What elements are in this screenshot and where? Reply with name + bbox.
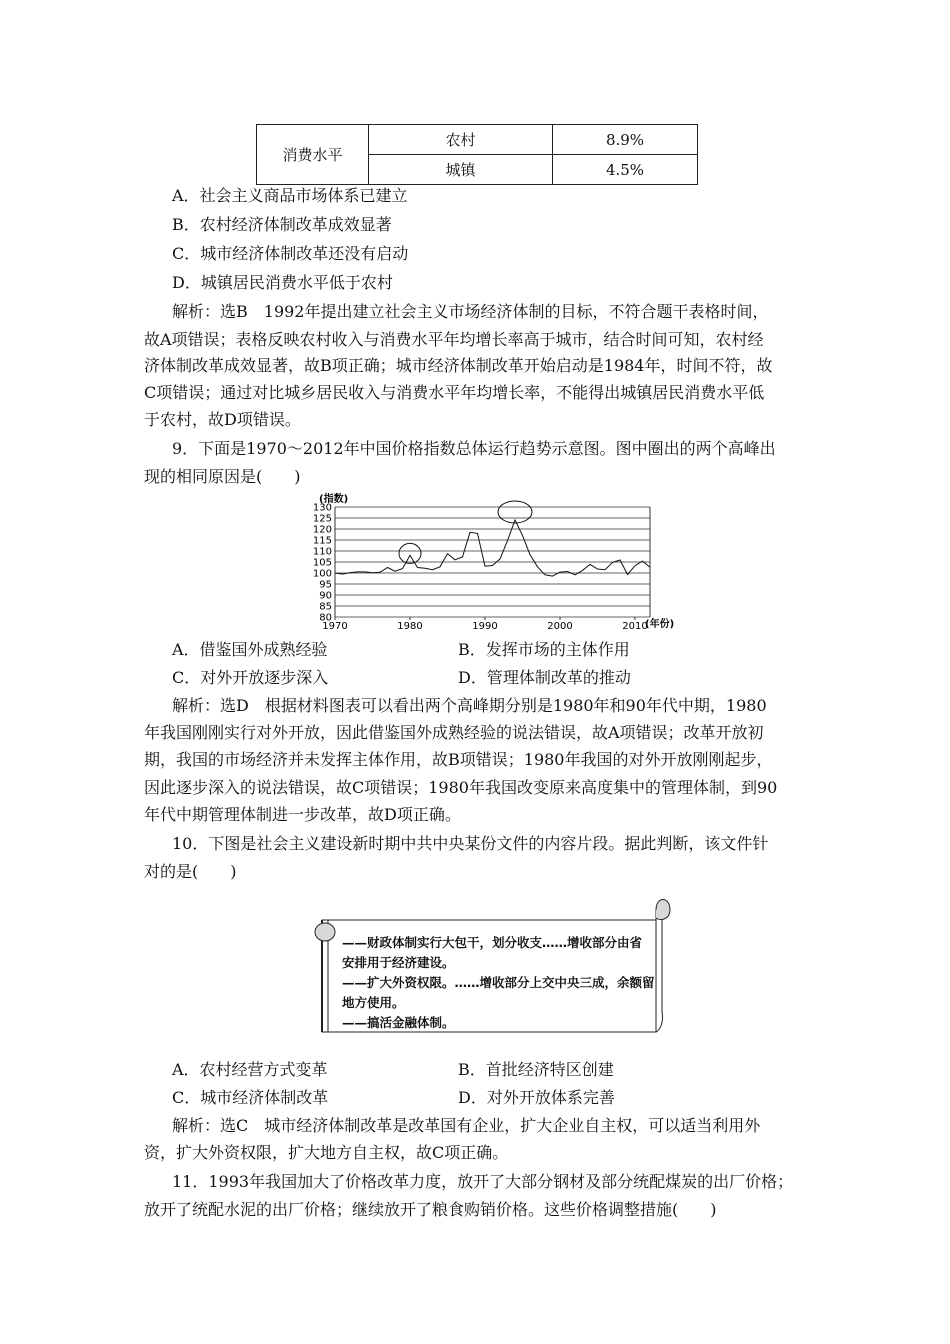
analysis-line: 年我国刚刚实行对外开放，因此借鉴国外成熟经验的说法错误，故A项错误；改革开放初 bbox=[144, 723, 764, 742]
question-stem: 9．下面是1970～2012年中国价格指数总体运行趋势示意图。图中圈出的两个高峰出 bbox=[172, 439, 776, 458]
option-b: B．首批经济特区创建 bbox=[458, 1060, 614, 1079]
table-row-label: 消费水平 bbox=[257, 125, 369, 185]
analysis-line: 解析：选B 1992年提出建立社会主义市场经济体制的目标，不符合题干表格时间， bbox=[172, 302, 769, 321]
peak-circle bbox=[399, 543, 421, 563]
question-stem: 放开了统配水泥的出厂价格；继续放开了粮食购销价格。这些价格调整措施( ) bbox=[144, 1200, 717, 1219]
x-tick-label: 1990 bbox=[472, 621, 498, 630]
analysis-line: 年代中期管理体制进一步改革，故D项正确。 bbox=[144, 805, 461, 824]
y-tick-label: 120 bbox=[312, 524, 332, 536]
option-c: C．对外开放逐步深入 bbox=[172, 668, 329, 687]
scroll-line: ——扩大外资权限。……增收部分上交中央三成，余额留 bbox=[342, 975, 655, 990]
option-a: A．农村经营方式变革 bbox=[172, 1060, 328, 1079]
table-cell-area: 农村 bbox=[369, 125, 553, 155]
question-stem: 11．1993年我国加大了价格改革力度，放开了大部分钢材及部分统配煤炭的出厂价格； bbox=[172, 1172, 794, 1191]
option-a: A．社会主义商品市场体系已建立 bbox=[172, 186, 408, 205]
analysis-line: 济体制改革成效显著，故B项正确；城市经济体制改革开始启动是1984年，时间不符，故 bbox=[144, 356, 773, 375]
analysis-line: 资，扩大外资权限，扩大地方自主权，故C项正确。 bbox=[144, 1143, 509, 1162]
option-d: D．对外开放体系完善 bbox=[458, 1088, 615, 1107]
question-stem: 现的相同原因是( ) bbox=[144, 467, 301, 486]
y-tick-label: 90 bbox=[319, 590, 332, 602]
x-tick-label: 1970 bbox=[322, 621, 348, 630]
analysis-line: 因此逐步深入的说法错误，故C项错误；1980年我国改变原来高度集中的管理体制，到90 bbox=[144, 778, 778, 797]
y-tick-label: 95 bbox=[319, 579, 332, 591]
analysis-line: 解析：选D 根据材料图表可以看出两个高峰期分别是1980年和90年代中期，1980 bbox=[172, 696, 767, 715]
y-tick-label: 105 bbox=[312, 557, 332, 569]
analysis-line: 期，我国的市场经济并未发挥主体作用，故B项错误；1980年我国的对外开放刚刚起步， bbox=[144, 750, 773, 769]
y-tick-label: 100 bbox=[312, 568, 332, 580]
option-a: A．借鉴国外成熟经验 bbox=[172, 640, 328, 659]
scroll-line: ——搞活金融体制。 bbox=[342, 1015, 455, 1030]
analysis-line: 解析：选C 城市经济体制改革是改革国有企业，扩大企业自主权，可以适当利用外 bbox=[172, 1116, 761, 1135]
analysis-line: 于农村，故D项错误。 bbox=[144, 410, 301, 429]
peak-circles bbox=[399, 501, 532, 563]
x-tick-label: 2010 bbox=[622, 621, 648, 630]
table-cell-area: 城镇 bbox=[369, 155, 553, 185]
analysis-line: C项错误；通过对比城乡居民收入与消费水平年均增长率，不能得出城镇居民消费水平低 bbox=[144, 383, 765, 402]
table-cell-value: 8.9% bbox=[553, 125, 698, 155]
y-tick-label: 115 bbox=[312, 535, 332, 547]
y-tick-label: 85 bbox=[319, 601, 332, 613]
option-c: C．城市经济体制改革还没有启动 bbox=[172, 244, 409, 263]
scroll-line: 安排用于经济建设。 bbox=[342, 955, 455, 970]
x-tick-label: 2000 bbox=[547, 621, 573, 630]
y-tick-label: 80 bbox=[319, 612, 332, 624]
y-tick-label: 110 bbox=[312, 546, 332, 558]
question-stem: 对的是( ) bbox=[144, 862, 237, 881]
chart-grid bbox=[335, 507, 650, 620]
option-c: C．城市经济体制改革 bbox=[172, 1088, 329, 1107]
y-axis-label: (指数) bbox=[319, 494, 349, 505]
scroll-text bbox=[342, 933, 662, 1033]
analysis-line: 故A项错误；表格反映农村收入与消费水平年均增长率高于城市，结合时间可知，农村经 bbox=[144, 330, 764, 349]
table-cell-value: 4.5% bbox=[553, 155, 698, 185]
consumption-table bbox=[256, 124, 698, 185]
scroll-line: ——财政体制实行大包干，划分收支……增收部分由省 bbox=[342, 935, 643, 950]
scroll-line: 地方使用。 bbox=[342, 995, 405, 1010]
x-tick-label: 1980 bbox=[397, 621, 423, 630]
y-tick-label: 130 bbox=[312, 502, 332, 514]
x-axis-label: (年份) bbox=[645, 619, 675, 630]
option-d: D．城镇居民消费水平低于农村 bbox=[172, 273, 393, 292]
x-tick-labels bbox=[322, 621, 647, 630]
option-b: B．农村经济体制改革成效显著 bbox=[172, 215, 392, 234]
option-d: D．管理体制改革的推动 bbox=[458, 668, 631, 687]
question-stem: 10．下图是社会主义建设新时期中共中央某份文件的内容片段。据此判断，该文件针 bbox=[172, 834, 769, 853]
price-index-chart bbox=[305, 490, 685, 630]
y-tick-label: 125 bbox=[312, 513, 332, 525]
y-tick-labels bbox=[313, 503, 332, 624]
option-b: B．发挥市场的主体作用 bbox=[458, 640, 630, 659]
series-line bbox=[335, 520, 650, 576]
